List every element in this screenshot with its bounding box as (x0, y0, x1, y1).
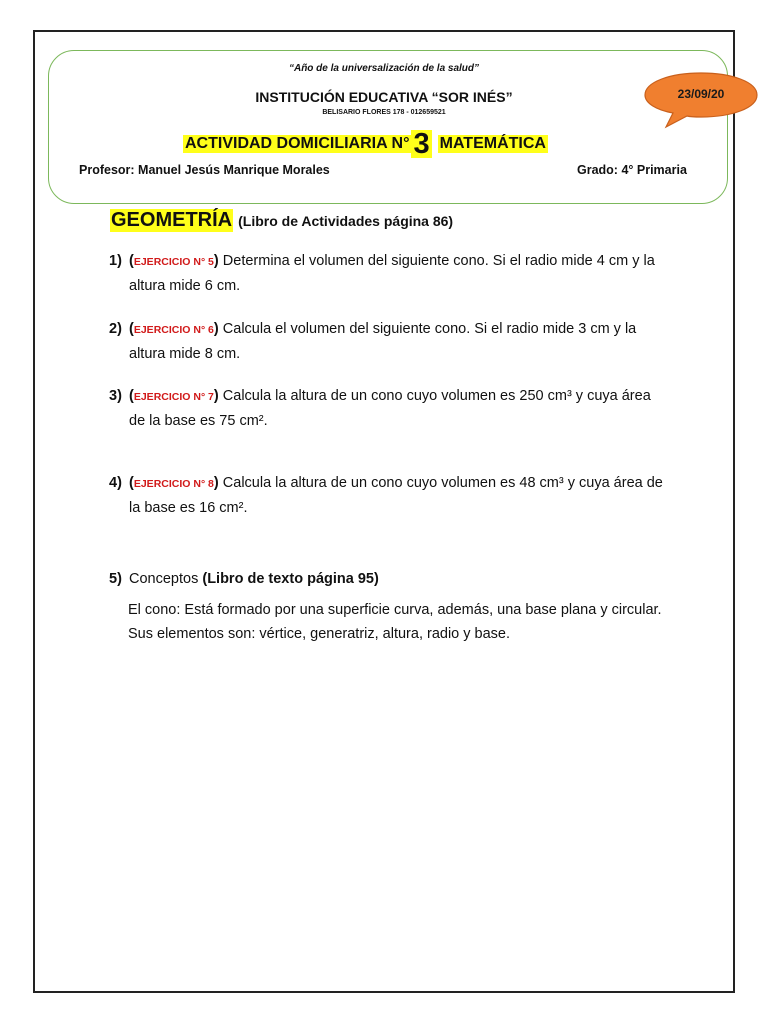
activity-title (183, 130, 548, 158)
exercise-number: 4) (109, 475, 122, 491)
exercise-number: 3) (109, 388, 122, 404)
exercise-tag: EJERCICIO N° 6 (133, 324, 214, 336)
exercise-tag: EJERCICIO N° 7 (133, 391, 214, 403)
exercise-text: Calcula la altura de un cono cuyo volumen es 250 cm³ y cuya área de la base es 75 cm². (129, 388, 651, 429)
exercise-text: Determina el volumen del siguiente cono. Si el radio mide 4 cm y la altura mide 6 cm. (129, 253, 655, 294)
concepts-paragraph-elements: Sus elementos son: vértice, generatriz, altura, radio y base. (128, 626, 511, 642)
geometry-reference: (Libro de Actividades página 86) (238, 213, 454, 229)
exercise-number: 1) (109, 253, 122, 269)
school-address: BELISARIO FLORES 178 - 012659521 (322, 109, 446, 116)
exercise-tag: EJERCICIO N° 5 (133, 256, 214, 268)
activity-prefix: ACTIVIDAD DOMICILIARIA N° (185, 135, 410, 152)
concepts-number: 5) (109, 571, 122, 587)
concepts-paragraph-definition: El cono: Está formado por una superficie curva, además, una base plana y circular. (128, 602, 662, 618)
concepts-reference: (Libro de texto página 95) (202, 571, 379, 587)
exercise-tag: EJERCICIO N° 8 (133, 478, 214, 490)
teacher-name: Profesor: Manuel Jesús Manrique Morales (79, 163, 330, 177)
activity-subject: MATEMÁTICA (439, 135, 546, 152)
geometry-heading: GEOMETRÍA (111, 209, 233, 231)
exercise-item: 3) (EJERCICIO N° 7) Calcula la altura de un cono cuyo volumen es 250 cm³ y cuya área de la base es 75 cm². (109, 384, 669, 433)
school-name: INSTITUCIÓN EDUCATIVA “SOR INÉS” (255, 89, 513, 105)
concepts-item (109, 567, 669, 591)
grade-label: Grado: 4° Primaria (577, 163, 687, 177)
exercise-text: Calcula el volumen del siguiente cono. Si el radio mide 3 cm y la altura mide 8 cm. (129, 321, 637, 362)
section-title (110, 209, 453, 232)
exercise-item: 4) (EJERCICIO N° 8) Calcula la altura de un cono cuyo volumen es 48 cm³ y cuya área de la base es 16 cm². (109, 471, 669, 520)
concepts-label: Conceptos (129, 571, 203, 587)
activity-number: 3 (413, 128, 430, 160)
exercise-number: 2) (109, 321, 122, 337)
exercise-text: Calcula la altura de un cono cuyo volumen es 48 cm³ y cuya área de la base es 16 cm². (129, 475, 663, 516)
exercise-item: 1) (EJERCICIO N° 5) Determina el volumen del siguiente cono. Si el radio mide 4 cm y la altura mide 6 cm. (109, 249, 669, 298)
concepts-body (128, 598, 668, 646)
date-label: 23/09/20 (677, 87, 725, 101)
motto-text: “Año de la universalización de la salud” (288, 63, 480, 74)
exercise-item: 2) (EJERCICIO N° 6) Calcula el volumen del siguiente cono. Si el radio mide 3 cm y la altura mide 8 cm. (109, 317, 669, 366)
